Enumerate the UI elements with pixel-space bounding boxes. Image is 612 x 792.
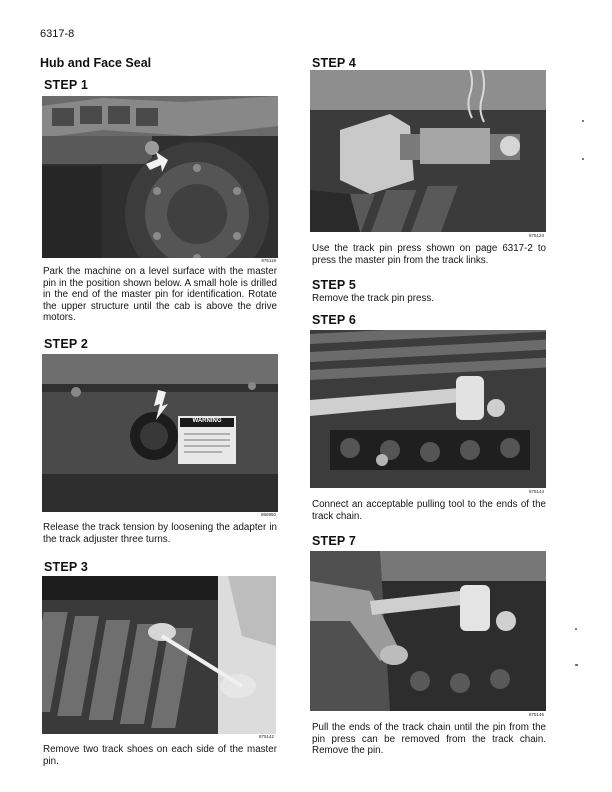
step-2-figure-id: 866950 — [260, 512, 276, 517]
scan-speck — [582, 120, 584, 122]
step-7-photo-pulling-chain — [310, 551, 546, 711]
scan-speck — [575, 664, 578, 666]
step-1-caption: Park the machine on a level surface with the master pin in the position shown below. A small hole is drilled in the end of the master pin for identification. Rotate the upper structure until the cab is above the drive motors. — [43, 266, 277, 324]
step-6-caption: Connect an acceptable pulling tool to the ends of the track chain. — [312, 499, 546, 522]
step-7-caption: Pull the ends of the track chain until the pin from the pin press can be removed from the track chain. Remove the pin. — [312, 722, 546, 757]
scan-speck — [575, 628, 577, 630]
step-6-heading: STEP 6 — [312, 313, 357, 327]
step-6-figure-id: 875144 — [528, 489, 544, 494]
step-1-photo-drive-sprocket — [42, 96, 278, 258]
step-7-heading: STEP 7 — [312, 534, 357, 548]
section-title: Hub and Face Seal — [40, 56, 152, 70]
step-3-heading: STEP 3 — [44, 560, 89, 574]
step-3-figure-id: 875142 — [258, 734, 274, 739]
page-number: 6317-8 — [40, 28, 75, 40]
step-4-heading: STEP 4 — [312, 56, 357, 70]
step-1-figure-id: 875118 — [261, 258, 276, 263]
step-5-caption: Remove the track pin press. — [312, 293, 434, 304]
step-3-photo-track-shoes — [42, 576, 276, 734]
warning-decal-label: WARNING — [192, 418, 222, 424]
step-3-caption: Remove two track shoes on each side of the master pin. — [43, 744, 277, 767]
step-2-photo-track-adjuster — [42, 354, 278, 512]
scan-speck — [582, 158, 584, 160]
step-5-heading: STEP 5 — [312, 278, 357, 292]
step-6-photo-pulling-tool — [310, 330, 546, 488]
step-4-photo-track-pin-press — [310, 70, 546, 232]
step-2-caption: Release the track tension by loosening the adapter in the track adjuster three turns. — [43, 522, 277, 545]
step-1-heading: STEP 1 — [44, 78, 89, 92]
step-2-heading: STEP 2 — [44, 337, 89, 351]
step-7-figure-id: 875145 — [528, 712, 544, 717]
step-4-caption: Use the track pin press shown on page 6317-2 to press the master pin from the track links. — [312, 243, 546, 266]
step-4-figure-id: 875123 — [528, 233, 544, 238]
